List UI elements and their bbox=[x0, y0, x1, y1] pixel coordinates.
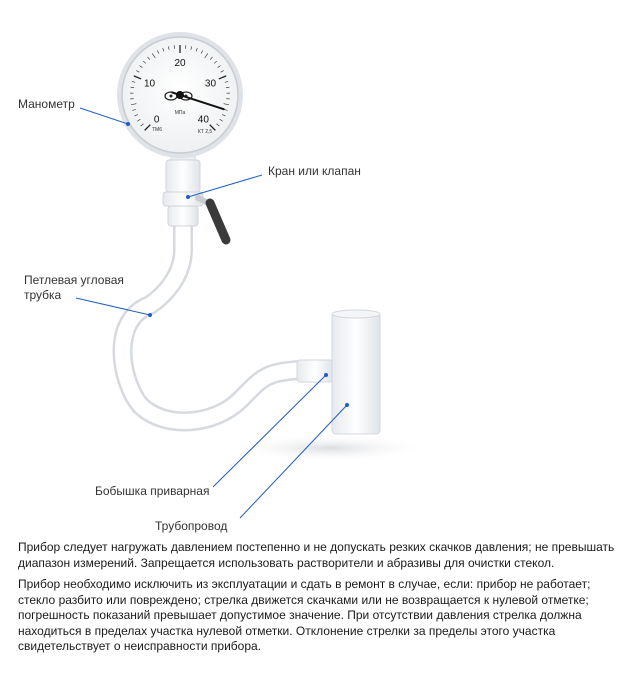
gauge-scale-number: 30 bbox=[204, 78, 217, 90]
gauge-mark-left: ТМ6 bbox=[152, 127, 162, 133]
description-paragraph-2: Прибор необходимо исключить из эксплуатации и сдать в ремонт в случае, если: прибор не работает; стекло разбито или повреждено; стрелка движется скачками или не возвращается к нулевой отметке; погрешность показаний превышает допустимое значение. При отсутствии давления стрелка должна находиться в пределах участка нулевой отметки. Отклонение стрелки за пределы этого участка свидетельствует о неисправности прибора. bbox=[18, 577, 591, 653]
welded-boss bbox=[297, 360, 333, 382]
label-loop-tube-line1: Петлевая угловая bbox=[24, 273, 124, 287]
label-boss: Бобышка приварная bbox=[95, 484, 210, 498]
description-paragraph-1: Прибор следует нагружать давлением постепенно и не допускать резких скачков давления; не превышать диапазон измерений. Запрещается использовать растворители и абразивы для очистки стекол. bbox=[18, 540, 615, 570]
label-loop-tube-line2: трубка bbox=[24, 288, 62, 302]
gauge-scale-number: 20 bbox=[174, 58, 186, 69]
label-pipeline: Трубопровод bbox=[155, 519, 228, 533]
floor-shadow bbox=[230, 434, 430, 462]
label-loop-tube bbox=[24, 273, 124, 303]
gauge-mark-right: КТ 2,5 bbox=[197, 129, 213, 135]
pipeline bbox=[332, 310, 380, 434]
label-manometer: Манометр bbox=[18, 97, 75, 111]
gauge-unit: МПа bbox=[174, 110, 186, 116]
gauge-scale-number: 0 bbox=[153, 114, 160, 126]
leader-boss bbox=[213, 375, 326, 487]
loop-tube bbox=[123, 225, 326, 421]
gauge-needle-hub bbox=[176, 91, 184, 99]
gauge-scale-number: 10 bbox=[143, 78, 156, 90]
description bbox=[18, 540, 618, 661]
valve-handle bbox=[210, 203, 226, 240]
manometer bbox=[117, 32, 243, 158]
label-valve: Кран или клапан bbox=[268, 164, 361, 178]
gauge-scale-number: 40 bbox=[197, 114, 209, 126]
